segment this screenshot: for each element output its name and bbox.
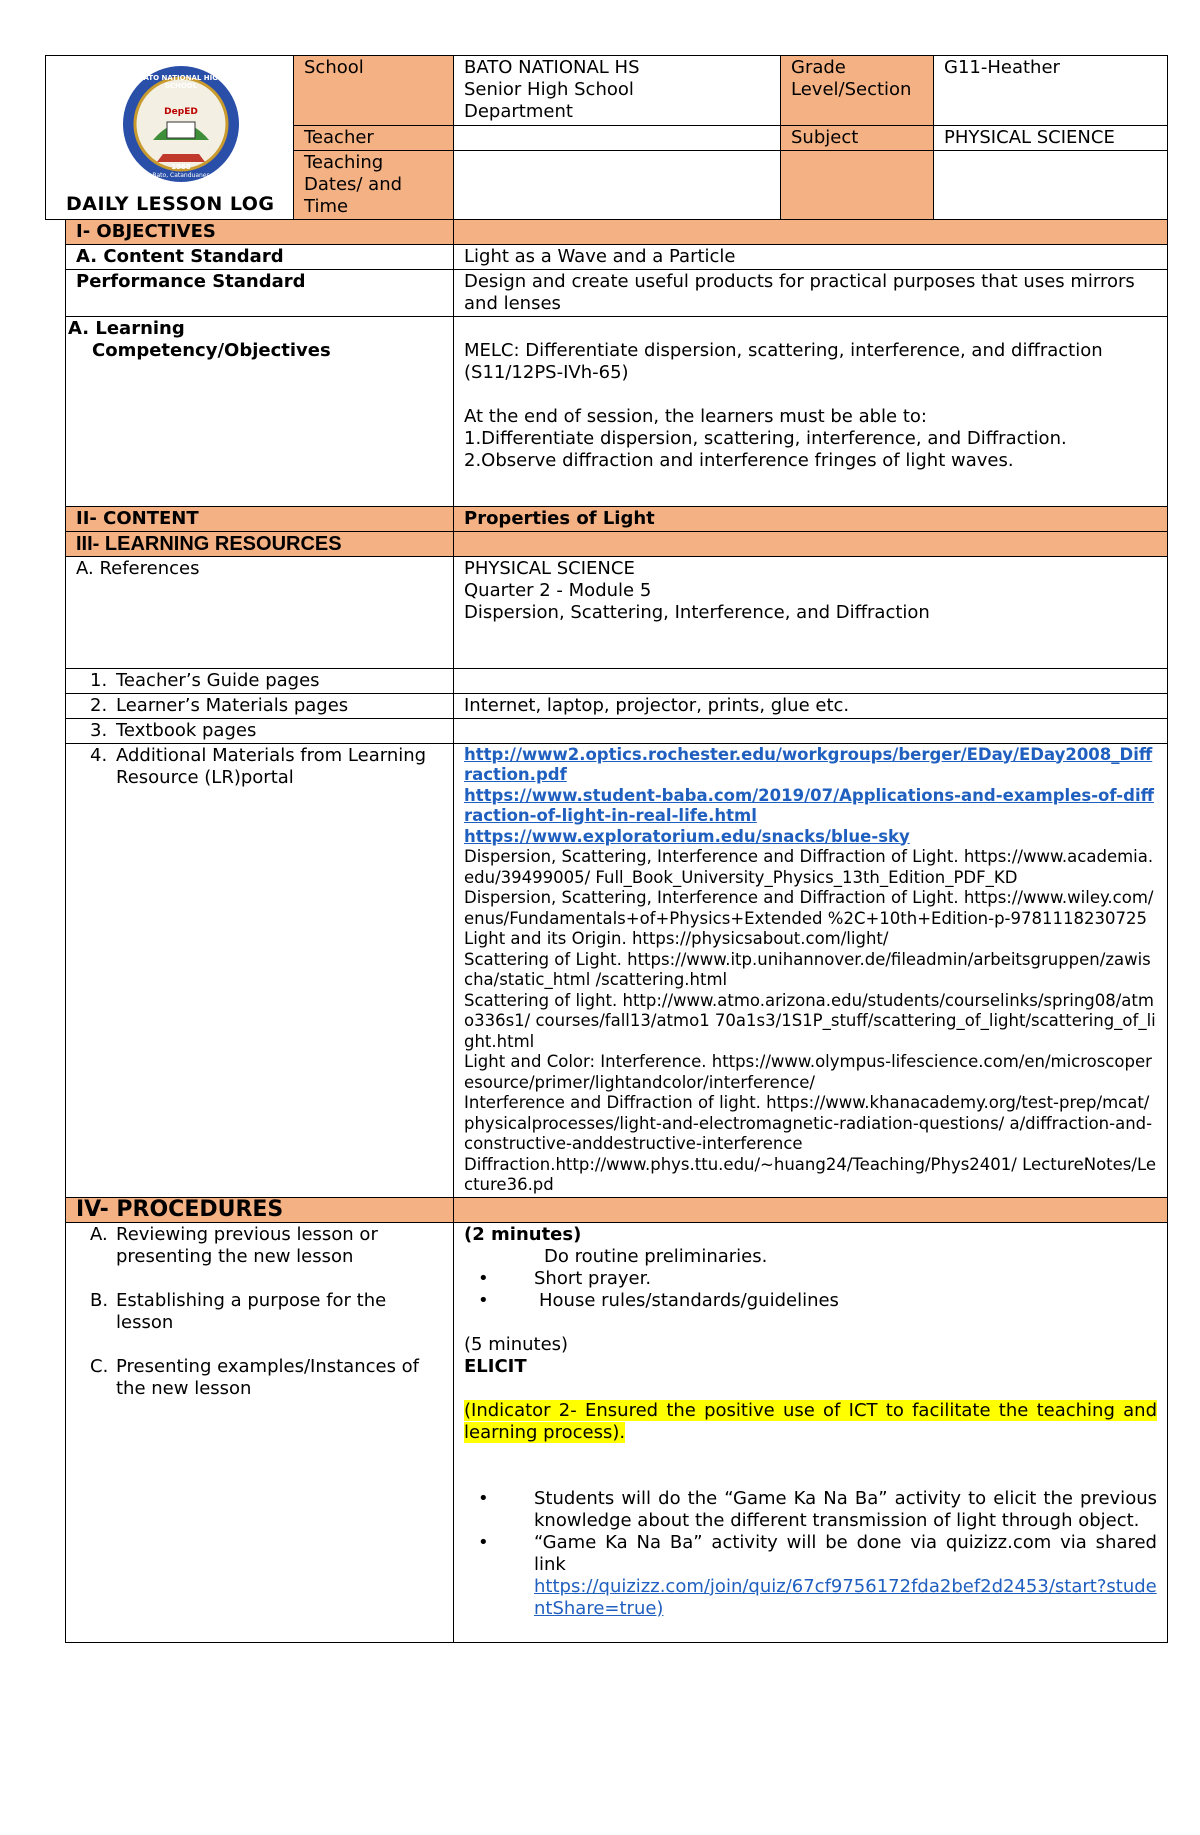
content-standard-row bbox=[66, 244, 1168, 269]
school-label: School bbox=[294, 56, 454, 126]
learners-materials-row bbox=[66, 693, 1168, 718]
procedures-details bbox=[454, 1222, 1168, 1642]
school-value bbox=[454, 56, 781, 126]
competency-label-line-1: A. Learning bbox=[68, 317, 185, 339]
lm-number: 2. bbox=[90, 694, 108, 716]
ref-arizona: Scattering of light. http://www.atmo.arizona.edu/students/courselinks/spring08/atmo336s1/ courses/fall13/atmo1 70a1s3/1S1P_stuff/scattering_of_light/scattering_of_light.html bbox=[464, 990, 1156, 1051]
logo-center-text: DepED bbox=[164, 107, 198, 117]
ref-wiley: Dispersion, Scattering, Interference and Diffraction of Light. https://www.wiley.com/enus/Fundamentals+of+Physics+Extended %2C+10th+Edition-p-9781118230725 bbox=[464, 888, 1154, 928]
content-heading: II- CONTENT bbox=[66, 506, 454, 531]
competency-label bbox=[66, 316, 454, 506]
tb-value bbox=[454, 718, 1168, 743]
tg-label: Teacher’s Guide pages bbox=[116, 669, 320, 691]
elicit-label: ELICIT bbox=[464, 1355, 527, 1377]
ref-academia: Dispersion, Scattering, Interference and Diffraction of Light. https://www.academia.edu/39499005/ Full_Book_University_Physics_13th_Edition_PDF_KD bbox=[464, 847, 1154, 887]
competency-row bbox=[66, 316, 1168, 506]
teacher-label: Teacher bbox=[294, 126, 454, 151]
content-value: Properties of Light bbox=[454, 506, 1168, 531]
grade-value: G11-Heather bbox=[934, 56, 1168, 126]
indicator-highlight: (Indicator 2- Ensured the positive use of ICT to facilitate the teaching and learning process). bbox=[464, 1399, 1157, 1443]
ref-olympus: Light and Color: Interference. https://www.olympus-lifescience.com/en/microscoperesource/primer/lightandcolor/interference/ bbox=[464, 1052, 1152, 1092]
procedure-step-a: A. Reviewing previous lesson or presenting the new lesson bbox=[90, 1223, 378, 1267]
dates-extra-value bbox=[934, 151, 1168, 220]
performance-standard-value: Design and create useful products for practical purposes that uses mirrors and lenses bbox=[454, 269, 1168, 316]
content-standard-value: Light as a Wave and a Particle bbox=[454, 244, 1168, 269]
objectives-heading: I- OBJECTIVES bbox=[66, 219, 454, 244]
ref-physicsabout: Light and its Origin. https://physicsabout.com/light/ bbox=[464, 929, 889, 948]
lm-label: Learner’s Materials pages bbox=[116, 694, 349, 716]
resources-heading: III- LEARNING RESOURCES bbox=[66, 531, 454, 556]
bullet-quizizz bbox=[464, 1532, 1157, 1620]
quizizz-text: “Game Ka Na Ba” activity will be done via quizizz.com via shared link bbox=[534, 1531, 1157, 1575]
subject-label: Subject bbox=[781, 126, 934, 151]
bullet-game-ka-na-ba: • Students will do the “Game Ka Na Ba” activity to elicit the previous knowledge about the different transmission of light through object. bbox=[464, 1488, 1157, 1532]
content-standard-label: A. Content Standard bbox=[66, 244, 454, 269]
reference-line-2: Quarter 2 - Module 5 bbox=[464, 579, 652, 601]
content-heading-row bbox=[66, 506, 1168, 531]
tg-value bbox=[454, 668, 1168, 693]
prelim-text: Do routine preliminaries. bbox=[544, 1245, 768, 1267]
school-line-1: BATO NATIONAL HS bbox=[464, 57, 640, 78]
am-label: Additional Materials from Learning Resource (LR)portal bbox=[116, 744, 427, 788]
logo-bottom-text: Bato, Catanduanes bbox=[152, 172, 210, 179]
link-student-baba[interactable]: https://www.student-baba.com/2019/07/Applications-and-examples-of-diffraction-of-light-in-real-life.html bbox=[464, 785, 1154, 825]
procedures-row bbox=[66, 1222, 1168, 1642]
logo-year: 1968 bbox=[171, 163, 191, 171]
logo-top-text: BATO NATIONAL HIGH SCHOOL bbox=[138, 74, 224, 90]
school-line-3: Department bbox=[464, 101, 573, 122]
references-value bbox=[454, 556, 1168, 668]
procedure-step-b: B. Establishing a purpose for the lesson bbox=[90, 1289, 387, 1333]
teacher-value bbox=[454, 126, 781, 151]
objective-2: 2.Observe diffraction and interference fringes of light waves. bbox=[464, 449, 1014, 471]
dates-extra-label bbox=[781, 151, 934, 220]
ref-khanacademy: Interference and Diffraction of light. https://www.khanacademy.org/test-prep/mcat/physicalprocesses/light-and-electromagnetic-radiation-questions/ a/diffraction-and-constructive-anddestructive-interference bbox=[464, 1093, 1153, 1153]
quizizz-link[interactable]: https://quizizz.com/join/quiz/67cf9756172fda2bef2d2453/start?studentShare=true) bbox=[534, 1575, 1157, 1619]
dates-value bbox=[454, 151, 781, 220]
performance-standard-row bbox=[66, 269, 1168, 316]
tb-number: 3. bbox=[90, 719, 108, 741]
teachers-guide-row bbox=[66, 668, 1168, 693]
lm-value: Internet, laptop, projector, prints, glue etc. bbox=[454, 693, 1168, 718]
header-table bbox=[45, 55, 1168, 220]
grade-label: Grade Level/Section bbox=[781, 56, 934, 126]
additional-materials-row bbox=[66, 743, 1168, 1197]
end-session-text: At the end of session, the learners must be able to: bbox=[464, 405, 927, 427]
daily-lesson-log-title: DAILY LESSON LOG bbox=[66, 193, 275, 215]
competency-value bbox=[454, 316, 1168, 506]
time-5-minutes: (5 minutes) bbox=[464, 1333, 569, 1355]
objectives-heading-row bbox=[66, 219, 1168, 244]
logo-cell bbox=[46, 56, 294, 220]
logo-text-layer bbox=[101, 62, 261, 187]
bullet-short-prayer: • Short prayer. bbox=[464, 1268, 1157, 1290]
link-exploratorium[interactable]: https://www.exploratorium.edu/snacks/blue-sky bbox=[464, 826, 910, 846]
procedures-steps bbox=[66, 1222, 454, 1642]
subject-value: PHYSICAL SCIENCE bbox=[934, 126, 1168, 151]
tg-number: 1. bbox=[90, 669, 108, 691]
link-optics-rochester[interactable]: http://www2.optics.rochester.edu/workgroups/berger/EDay/EDay2008_Diffraction.pdf bbox=[464, 744, 1153, 784]
reference-line-1: PHYSICAL SCIENCE bbox=[464, 557, 635, 579]
procedures-heading-row bbox=[66, 1197, 1168, 1222]
indicator-text bbox=[464, 1400, 1157, 1444]
body-table bbox=[65, 219, 1168, 1643]
ref-phys-ttu: Diffraction.http://www.phys.ttu.edu/~huang24/Teaching/Phys2401/ LectureNotes/Lecture36.pd bbox=[464, 1154, 1156, 1194]
reference-line-3: Dispersion, Scattering, Interference, and Diffraction bbox=[464, 601, 930, 623]
references-row bbox=[66, 556, 1168, 668]
tb-label: Textbook pages bbox=[116, 719, 257, 741]
resources-heading-row bbox=[66, 531, 1168, 556]
additional-materials-value bbox=[454, 743, 1168, 1197]
performance-standard-label: Performance Standard bbox=[66, 269, 454, 316]
references-label: A. References bbox=[66, 556, 454, 668]
dates-label: Teaching Dates/ and Time bbox=[294, 151, 454, 220]
am-number: 4. bbox=[90, 744, 108, 766]
melc-text: MELC: Differentiate dispersion, scattering, interference, and diffraction (S11/12PS-IVh-65) bbox=[464, 339, 1103, 383]
time-2-minutes: (2 minutes) bbox=[464, 1223, 582, 1245]
bullet-house-rules: • House rules/standards/guidelines bbox=[464, 1290, 1157, 1312]
ref-unihannover: Scattering of Light. https://www.itp.unihannover.de/fileadmin/arbeitsgruppen/zawischa/static_html /scattering.html bbox=[464, 949, 1151, 989]
lesson-log-sheet bbox=[45, 55, 1167, 1643]
school-line-2: Senior High School bbox=[464, 79, 634, 100]
competency-label-line-2: Competency/Objectives bbox=[92, 339, 331, 361]
procedures-heading: IV- PROCEDURES bbox=[66, 1197, 454, 1222]
procedure-step-c: C. Presenting examples/Instances of the new lesson bbox=[90, 1355, 420, 1399]
textbook-row bbox=[66, 718, 1168, 743]
objective-1: 1.Differentiate dispersion, scattering, interference, and Diffraction. bbox=[464, 427, 1067, 449]
